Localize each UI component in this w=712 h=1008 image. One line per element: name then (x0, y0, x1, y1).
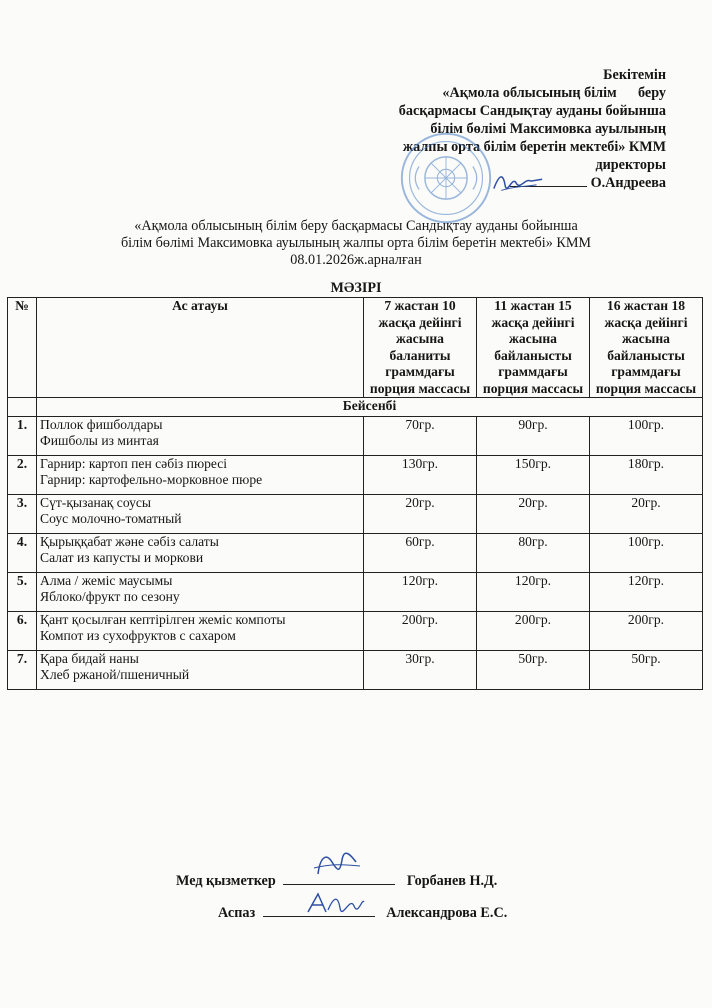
qty-age-16-18: 20гр. (590, 495, 703, 534)
cook-signature-icon (304, 888, 366, 920)
table-row (8, 456, 703, 495)
item-name (37, 456, 364, 495)
approval-line: Бекітемін (603, 67, 666, 83)
table-row (8, 495, 703, 534)
header-dish-name: Ас атауы (37, 298, 364, 398)
qty-age-7-10: 30гр. (364, 651, 477, 690)
qty-age-7-10: 70гр. (364, 417, 477, 456)
approval-line: директоры (595, 157, 666, 173)
header-age-11-15: 11 жастан 15 жасқа дейінгі жасына байланысты граммдағы порция массасы (477, 298, 590, 398)
approval-line: басқармасы Сандықтау ауданы бойынша (398, 103, 666, 119)
org-date: 08.01.2026ж.арналған (290, 252, 422, 268)
table-row (8, 573, 703, 612)
day-label: Бейсенбі (37, 398, 703, 417)
item-name-kz: Гарнир: картоп пен сәбіз пюресі (40, 456, 228, 471)
med-worker-name: Горбанев Н.Д. (406, 873, 498, 889)
header-age-16-18: 16 жастан 18 жасқа дейінгі жасына байланысты граммдағы порция массасы (590, 298, 703, 398)
director-name: О.Андреева (590, 175, 666, 191)
menu-table (7, 297, 703, 690)
qty-age-7-10: 120гр. (364, 573, 477, 612)
item-number: 5. (8, 573, 37, 612)
table-row (8, 534, 703, 573)
org-line: білім бөлімі Максимовка ауылының жалпы орта білім беретін мектебі» КММ (120, 235, 592, 251)
item-name (37, 651, 364, 690)
item-number: 1. (8, 417, 37, 456)
qty-age-11-15: 150гр. (477, 456, 590, 495)
cook-label: Аспаз (218, 905, 256, 921)
director-signature-icon (490, 170, 546, 196)
item-name-ru: Гарнир: картофельно-морковное пюре (40, 472, 263, 487)
qty-age-11-15: 80гр. (477, 534, 590, 573)
item-name (37, 417, 364, 456)
item-name (37, 612, 364, 651)
qty-age-16-18: 120гр. (590, 573, 703, 612)
item-name-ru: Салат из капусты и моркови (40, 550, 204, 565)
qty-age-11-15: 50гр. (477, 651, 590, 690)
qty-age-7-10: 60гр. (364, 534, 477, 573)
item-name (37, 495, 364, 534)
item-name-kz: Қант қосылған кептірілген жеміс компоты (40, 612, 286, 627)
item-name (37, 573, 364, 612)
item-number: 3. (8, 495, 37, 534)
qty-age-16-18: 200гр. (590, 612, 703, 651)
item-name-kz: Қырыққабат және сәбіз салаты (40, 534, 219, 549)
qty-age-16-18: 180гр. (590, 456, 703, 495)
item-number: 4. (8, 534, 37, 573)
item-name-ru: Хлеб ржаной/пшеничный (40, 667, 190, 682)
item-name-kz: Поллок фишболдары (40, 417, 163, 432)
table-row (8, 417, 703, 456)
day-empty-cell (8, 398, 37, 417)
item-name-ru: Фишболы из минтая (40, 433, 159, 448)
item-number: 2. (8, 456, 37, 495)
item-number: 6. (8, 612, 37, 651)
qty-age-16-18: 50гр. (590, 651, 703, 690)
qty-age-11-15: 20гр. (477, 495, 590, 534)
qty-age-7-10: 20гр. (364, 495, 477, 534)
med-worker-label: Мед қызметкер (176, 873, 276, 889)
menu-title: МӘЗІРІ (330, 280, 382, 296)
table-header-row (8, 298, 703, 398)
approval-line: «Ақмола облысының білім беру (442, 85, 666, 101)
qty-age-11-15: 120гр. (477, 573, 590, 612)
qty-age-16-18: 100гр. (590, 417, 703, 456)
cook-name: Александрова Е.С. (386, 905, 508, 921)
item-name (37, 534, 364, 573)
org-heading (0, 218, 712, 269)
qty-age-16-18: 100гр. (590, 534, 703, 573)
qty-age-7-10: 130гр. (364, 456, 477, 495)
item-name-kz: Сүт-қызанақ соусы (40, 495, 152, 510)
org-line: «Ақмола облысының білім беру басқармасы Сандықтау ауданы бойынша (134, 218, 578, 234)
item-name-ru: Компот из сухофруктов с сахаром (40, 628, 236, 643)
approval-line: білім бөлімі Максимовка ауылының (430, 121, 666, 137)
approval-line: жалпы орта білім беретін мектебі» КММ (402, 139, 666, 155)
item-number: 7. (8, 651, 37, 690)
item-name-ru: Соус молочно-томатный (40, 511, 182, 526)
med-signature-icon (312, 848, 362, 880)
qty-age-11-15: 90гр. (477, 417, 590, 456)
table-row (8, 651, 703, 690)
header-num: № (8, 298, 37, 398)
qty-age-7-10: 200гр. (364, 612, 477, 651)
item-name-ru: Яблоко/фрукт по сезону (40, 589, 180, 604)
item-name-kz: Қара бидай наны (40, 651, 139, 666)
day-row (8, 398, 703, 417)
item-name-kz: Алма / жеміс маусымы (40, 573, 173, 588)
table-row (8, 612, 703, 651)
header-age-7-10: 7 жастан 10 жасқа дейінгі жасына баланиты граммдағы порция массасы (364, 298, 477, 398)
qty-age-11-15: 200гр. (477, 612, 590, 651)
seal-stamp-icon (398, 130, 494, 226)
